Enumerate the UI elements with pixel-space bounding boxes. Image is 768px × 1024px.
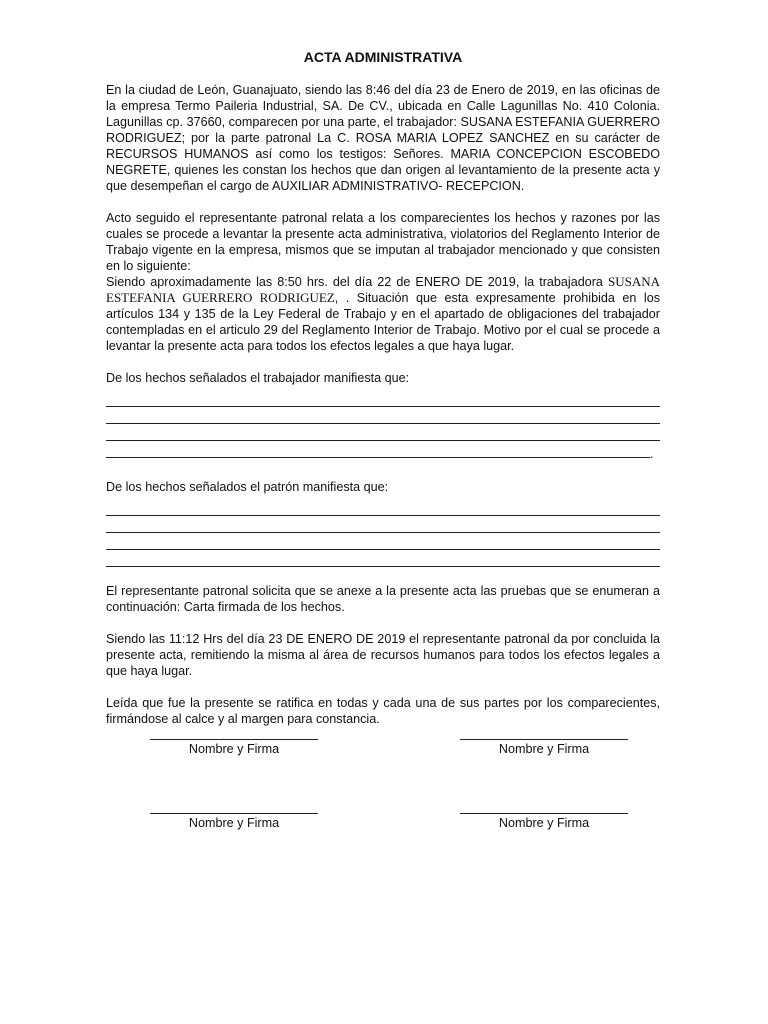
blank-line — [106, 533, 660, 550]
paragraph-closing: Siendo las 11:12 Hrs del día 23 DE ENERO DE 2019 el representante patronal da por concluida la presente acta, remitiendo la misma al área de recursos humanos para todos los efectos legales a que haya lugar. — [106, 632, 660, 678]
blank-line — [106, 499, 660, 516]
blank-line — [106, 516, 660, 533]
blank-line — [106, 407, 660, 424]
blank-line-end-mark: . — [650, 447, 654, 461]
signature-line — [460, 813, 628, 814]
blank-line — [106, 424, 660, 441]
signature-line — [150, 739, 318, 740]
worker-name-typed: SUSANA ESTEFANIA GUERRERO RODRIGUEZ — [106, 274, 660, 305]
blank-line — [106, 441, 650, 458]
signature-line — [460, 739, 628, 740]
signature-block-bottom-left — [149, 813, 319, 831]
employer-statement-label: De los hechos señalados el patrón manifiesta que: — [106, 480, 389, 494]
worker-statement-label: De los hechos señalados el trabajador manifiesta que: — [106, 371, 410, 385]
blank-line-final — [106, 441, 660, 461]
signature-line — [150, 813, 318, 814]
signature-block-top-right — [459, 739, 629, 757]
employer-statement-lines — [106, 499, 660, 567]
document-page — [106, 48, 660, 743]
signature-label: Nombre y Firma — [498, 816, 590, 830]
blank-line — [106, 390, 660, 407]
facts-text-after: , . Situación que esta expresamente prohibida en los artículos 134 y 135 de la Ley Federal de Trabajo y en el apartado de obligaciones del trabajador contempladas en el articulo 29 del Reglamento Interior de Trabajo. Motivo por el cual se procede a levantar la presente acta para todos los efectos legales a que haya lugar. — [106, 291, 661, 353]
paragraph-facts — [106, 274, 660, 354]
paragraph-ratification: Leída que fue la presente se ratifica en todas y cada una de sus partes por los comparecientes, firmándose al calce y al margen para constancia. — [106, 696, 660, 726]
signature-label: Nombre y Firma — [498, 742, 590, 756]
signature-label: Nombre y Firma — [188, 742, 280, 756]
paragraph-opening: En la ciudad de León, Guanajuato, siendo las 8:46 del día 23 de Enero de 2019, en las oficinas de la empresa Termo Paileria Industrial, SA. De CV., ubicada en Calle Lagunillas No. 410 Colonia. Lagunillas cp. 37660, comparecen por una parte, el trabajador: SUSANA ESTEFANIA GUERRERO RODRIGUEZ; por la parte patronal La C. ROSA MARIA LOPEZ SANCHEZ en su carácter de RECURSOS HUMANOS así como los testigos: Señores. MARIA CONCEPCION ESCOBEDO NEGRETE, quienes les constan los hechos que dan origen al levantamiento de la presente acta y que desempeñan el cargo de AUXILIAR ADMINISTRATIVO- RECEPCION. — [106, 83, 660, 193]
signature-block-top-left — [149, 739, 319, 757]
signature-block-bottom-right — [459, 813, 629, 831]
worker-statement-lines — [106, 390, 660, 461]
document-title: ACTA ADMINISTRATIVA — [303, 49, 463, 65]
signature-label: Nombre y Firma — [188, 816, 280, 830]
blank-line — [106, 550, 660, 567]
paragraph-evidence: El representante patronal solicita que se anexe a la presente acta las pruebas que se enumeran a continuación: Carta firmada de los hechos. — [106, 584, 660, 614]
facts-text-before: Siendo aproximadamente las 8:50 hrs. del día 22 de ENERO DE 2019, la trabajadora — [106, 275, 608, 289]
paragraph-facts-intro: Acto seguido el representante patronal relata a los comparecientes los hechos y razones por las cuales se procede a levantar la presente acta administrativa, violatorios del Reglamento Interior de Trabajo vigente en la empresa, mismos que se imputan al trabajador mencionado y que consisten en lo siguiente: — [106, 211, 660, 273]
